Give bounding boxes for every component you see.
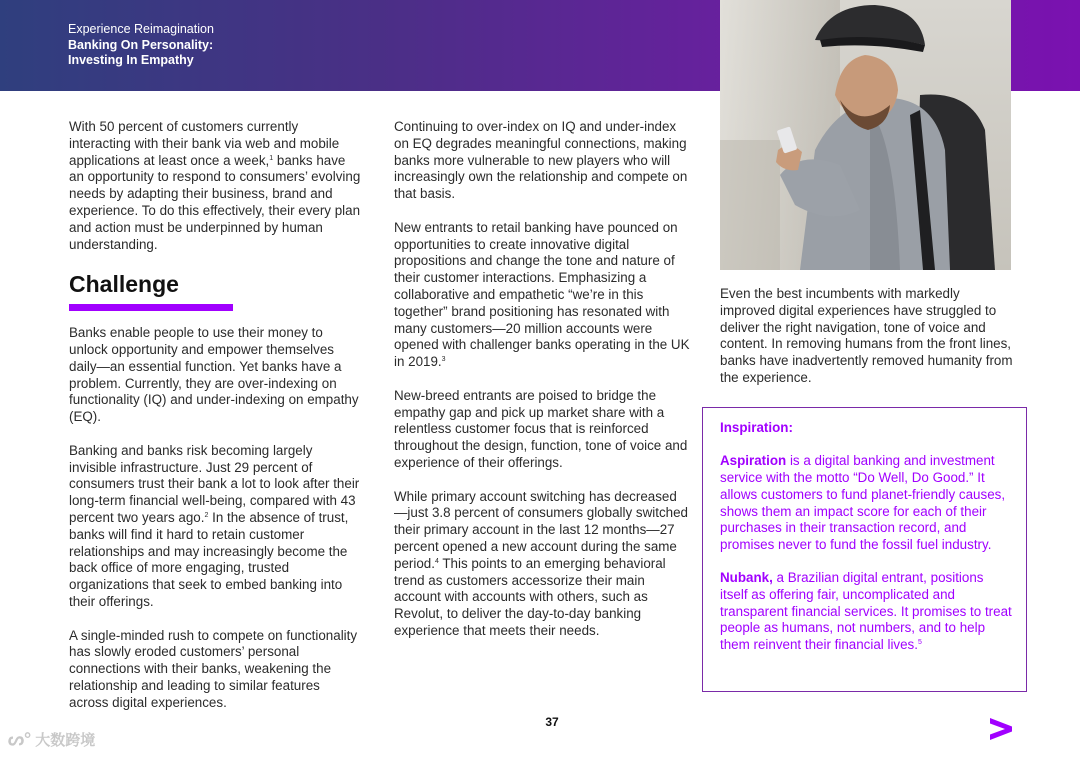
watermark — [8, 729, 95, 750]
intro-text: With 50 percent of customers currently interacting with their bank via web and mobile applications at least once a week, — [69, 119, 340, 168]
aspiration-paragraph — [720, 453, 1012, 553]
nubank-paragraph — [720, 570, 1012, 654]
accenture-arrow-icon — [988, 716, 1014, 742]
middle-paragraph-3: New-breed entrants are poised to bridge the empathy gap and pick up market share with a relentless customer focus that is reinforced throughout the design, function, tone of voice and experience of their offerings. — [394, 387, 688, 470]
heading-underline — [69, 304, 233, 311]
middle-paragraph-4 — [394, 489, 690, 640]
challenge-paragraph-3: A single-minded rush to compete on functionality has slowly eroded customers’ personal connections with their banks, weakening the relationship and leading to similar features across digital experiences. — [69, 627, 358, 710]
column-middle — [394, 119, 690, 657]
trust-text-rest: In the absence of trust, banks will find it hard to retain customer relationships and may increasingly become the back office of more engaging, trusted organizations that seek to embed banking into their offerings. — [69, 509, 349, 609]
trust-text: Banking and banks risk becoming largely invisible infrastructure. Just 29 percent of consumers trust their bank a lot to look after their long-term financial well-being, compared with 43 percent two years ago. — [69, 442, 360, 525]
section-title: Experience Reimagination — [68, 22, 214, 36]
inspiration-title-text: Inspiration: — [720, 420, 793, 435]
middle-paragraph-2 — [394, 220, 690, 371]
report-subtitle: Investing In Empathy — [68, 53, 194, 67]
header-text — [68, 22, 214, 69]
right-paragraph-1: Even the best incumbents with markedly improved digital experiences have struggled to deliver the right navigation, tone of voice and content. In removing humans from the front lines, banks have inadvertently removed humanity from the experience. — [720, 286, 1013, 385]
column-left — [69, 119, 361, 728]
watermark-logo-icon: ᔕ° — [8, 729, 32, 749]
footnote-ref: 1 — [269, 154, 274, 162]
photo-illustration — [720, 0, 1011, 270]
footnote-ref: 5 — [917, 639, 922, 647]
intro-paragraph — [69, 119, 361, 253]
challenge-heading: Challenge — [69, 271, 179, 298]
column-right — [720, 286, 1016, 404]
challenge-paragraph-2 — [69, 443, 361, 611]
footnote-ref: 4 — [434, 557, 439, 565]
switching-text-rest: This points to an emerging behavioral trend as customers accessorize their main account with accounts with others, such as Revolut, to deliver the day-to-day banking experience that meets their needs. — [394, 555, 666, 638]
watermark-text: 大数跨境 — [35, 732, 96, 749]
photo-man-with-phone — [720, 0, 1011, 270]
page-number: 37 — [545, 715, 559, 729]
nubank-name: Nubank, — [720, 570, 773, 586]
switching-text: While primary account switching has decreased—just 3.8 percent of consumers globally switched their primary account in the last 12 months—27 percent opened a new account during the same period. — [394, 488, 688, 571]
challenge-paragraph-1: Banks enable people to use their money to unlock opportunity and empower themselves daily—an essential function. Yet banks have a problem. Currently, they are over-indexing on functionality (IQ) and under-indexing on empathy (EQ). — [69, 325, 359, 425]
inspiration-box — [702, 407, 1027, 692]
aspiration-name: Aspiration — [720, 453, 787, 469]
footnote-ref: 2 — [204, 511, 209, 519]
footnote-ref: 3 — [441, 356, 446, 364]
report-title: Banking On Personality: — [68, 37, 214, 52]
aspiration-text: is a digital banking and investment service with the motto “Do Well, Do Good.” It allows customers to fund planet-friendly causes, shows them an impact score for each of their purchases in their transaction record, and promises never to fund the fossil fuel industry. — [720, 453, 1006, 552]
nubank-text: a Brazilian digital entrant, positions itself as offering fair, uncomplicated and transparent financial services. It promises to treat people as humans, not numbers, and to help them reinvent their financial lives. — [720, 570, 1012, 653]
intro-text-rest: banks have an opportunity to respond to consumers’ evolving needs by adapting their business, brand and experience. To do this effectively, their every plan and action must be underpinned by human understanding. — [69, 152, 361, 252]
entrants-text: New entrants to retail banking have pounced on opportunities to create innovative digital propositions and change the tone and nature of their customer interactions. Emphasizing a collaborative and empathetic “we’re in this together” brand positioning has resonated with many customers—20 million accounts were opened with challenger banks operating in the UK in 2019. — [394, 219, 690, 370]
middle-paragraph-1: Continuing to over-index on IQ and under-index on EQ degrades meaningful connections, making banks more vulnerable to new players who will increasingly own the relationship and compete on that basis. — [394, 119, 688, 202]
inspiration-title — [720, 420, 1012, 437]
